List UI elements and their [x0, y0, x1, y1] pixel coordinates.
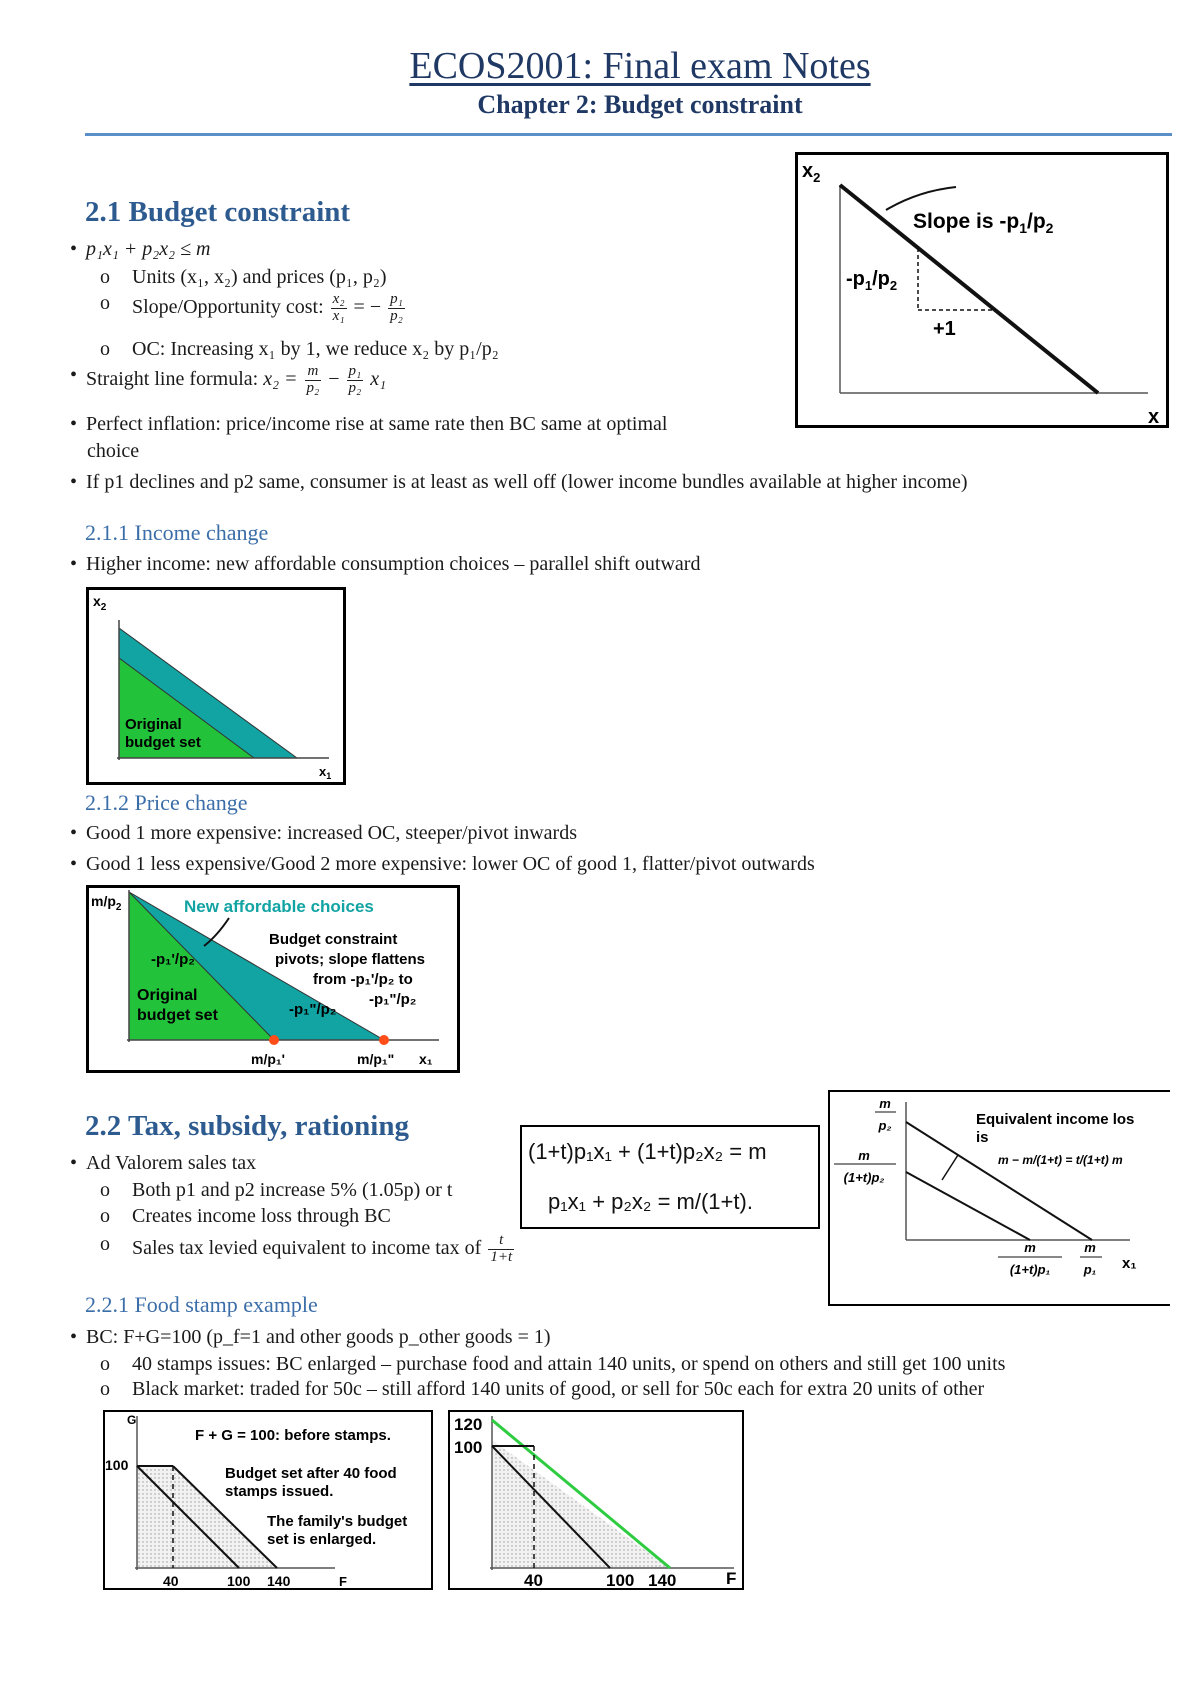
- fig3-x-label: x₁: [419, 1051, 433, 1067]
- tax-equation-box: [520, 1125, 820, 1229]
- fig1-slope-text: Slope is $-p_1/p_2$: [913, 210, 1054, 236]
- figure-income-change: [86, 587, 346, 785]
- sub-tax-1: [100, 1179, 452, 1202]
- bullet-bc-formula: [72, 238, 210, 261]
- slope-eq: = −: [353, 295, 382, 318]
- fig2-region-label-2: budget set: [125, 734, 201, 751]
- income-text: Higher income: new affordable consumption choices – parallel shift outward: [86, 553, 701, 575]
- fig5-note-3: stamps issued.: [225, 1483, 334, 1500]
- page-title: ECOS2001: Final exam Notes: [409, 45, 871, 87]
- fig4-gap-marker: [942, 1155, 958, 1180]
- fig6-region: [492, 1440, 670, 1568]
- fig3-pivot-2: pivots; slope flattens: [275, 951, 426, 968]
- p1-decline-text: If p1 declines and p2 same, consumer is at least as well off (lower income bundles available at higher income): [86, 471, 968, 493]
- fig3-new-choices: New affordable choices: [184, 897, 374, 916]
- bullet-price-1: [72, 822, 577, 845]
- tax-frac: $\frac{t}{1+t}$: [490, 1232, 513, 1265]
- fig3-slope-new: -p₁"/p₂: [289, 1001, 337, 1018]
- bullet-straight-line: [72, 364, 386, 397]
- bullet-inflation: [72, 413, 667, 436]
- section-2-1-2-heading: 2.1.2 Price change: [85, 790, 248, 815]
- inflation-line-1: Perfect inflation: price/income rise at same rate then BC same at optimal: [86, 413, 668, 435]
- tax-text-2: Creates income loss through BC: [132, 1205, 391, 1227]
- fig4-title-1: Equivalent income los: [976, 1111, 1135, 1128]
- fig6-y-tick-100: 100: [454, 1438, 483, 1457]
- figure-budget-line: [795, 152, 1169, 428]
- fig5-y-label: G: [127, 1413, 137, 1427]
- units-text: Units (x₁, x₂) and prices (p₁, p₂): [132, 266, 387, 288]
- fig5-note-5: set is enlarged.: [267, 1531, 377, 1548]
- fig4-loss-expr: m − m/(1+t) = t/(1+t) m: [998, 1153, 1123, 1167]
- fig3-old-intercept: [269, 1035, 279, 1045]
- tax-text-3: Sales tax levied equivalent to income tax of: [132, 1236, 482, 1259]
- bullet-income: [72, 553, 700, 576]
- sub-oc: [100, 338, 499, 361]
- fig3-new-intercept: [379, 1035, 389, 1045]
- fig5-x-tick-100: 100: [227, 1573, 251, 1588]
- slope-frac-left: $\frac{\text{x₂}}{\text{x₁}}$: [332, 291, 345, 324]
- fig6-x-tick-100: 100: [606, 1571, 635, 1588]
- sub-slope: [100, 292, 407, 325]
- fig6-x-label: F: [726, 1569, 737, 1588]
- fig4-y-top-num: m: [879, 1096, 891, 1111]
- sub-units: [100, 266, 387, 289]
- fig1-arrow: [886, 187, 956, 210]
- fig4-title-2: is: [976, 1129, 989, 1146]
- fig5-x-tick-40: 40: [163, 1573, 179, 1588]
- fig4-x-label: x₁: [1122, 1255, 1137, 1272]
- fig3-arrow: [204, 918, 229, 946]
- tax-eq-line-2: p₁x₁ + p₂x₂ = m/(1+t).: [548, 1189, 753, 1214]
- fig4-y-low-den: (1+t)p₂: [843, 1170, 885, 1185]
- bullet-food-stamp: [72, 1326, 551, 1349]
- sub-tax-3: [100, 1233, 516, 1266]
- figure-food-stamps-a: [103, 1410, 433, 1590]
- straight-lhs: x₂ =: [263, 367, 298, 390]
- straight-frac-2: $\frac{\text{p₁}}{\text{p₂}}$: [348, 363, 362, 396]
- fig4-y-low-num: m: [858, 1148, 870, 1163]
- figure-income-loss: [828, 1090, 1170, 1306]
- chapter-subtitle: Chapter 2: Budget constraint: [477, 90, 803, 119]
- straight-label: Straight line formula:: [86, 367, 259, 390]
- figure-price-svg: [89, 888, 457, 1070]
- fig2-region-label-1: Original: [125, 716, 182, 733]
- fig3-x-new: m/p₁": [357, 1051, 395, 1067]
- fig4-x-low-den: (1+t)p₁: [1009, 1262, 1051, 1277]
- fig5-note-1: F + G = 100: before stamps.: [195, 1427, 391, 1444]
- section-2-2-heading: 2.2 Tax, subsidy, rationing: [85, 1110, 409, 1142]
- figure-price-change: [86, 885, 460, 1073]
- fig3-pivot-1: Budget constraint: [269, 931, 398, 948]
- fig3-y-label: $m/p_2$: [91, 893, 122, 913]
- figure-food-b-svg: [450, 1412, 742, 1588]
- fig4-y-top-den: p₂: [878, 1118, 892, 1133]
- straight-minus: −: [328, 367, 340, 390]
- sub-stamps-2: [100, 1378, 984, 1401]
- fig5-x-tick-140: 140: [267, 1573, 291, 1588]
- tax-text-1: Both p1 and p2 increase 5% (1.05p) or t: [132, 1179, 453, 1201]
- fig1-neg-slope: $-p_1/p_2$: [846, 268, 898, 293]
- price-text-2: Good 1 less expensive/Good 2 more expensive: lower OC of good 1, flatter/pivot outwards: [86, 853, 815, 875]
- fig1-plus-one: +1: [933, 318, 956, 340]
- slope-frac-right: $\frac{\text{p₁}}{\text{p₂}}$: [390, 291, 403, 324]
- bc-formula: p₁x₁ + p₂x₂ ≤ m: [86, 238, 211, 260]
- fig4-x-low-num: m: [1024, 1240, 1036, 1255]
- fig3-pivot-4: -p₁"/p₂: [369, 991, 417, 1008]
- figure-food-stamps-b: [448, 1410, 744, 1590]
- figure-budget-line-svg: [798, 155, 1166, 425]
- fig4-taxed-line: [906, 1172, 1030, 1240]
- section-2-2-1-heading: 2.2.1 Food stamp example: [85, 1292, 318, 1317]
- oc-text: OC: Increasing x₁ by 1, we reduce x₂ by p₁/p₂: [132, 338, 499, 360]
- fig2-x-label: $x_1$: [319, 764, 332, 781]
- fig5-note-4: The family's budget: [267, 1513, 408, 1530]
- inflation-line-2: choice: [87, 440, 140, 462]
- fig3-orig-2: budget set: [137, 1007, 218, 1024]
- fig1-y-label: $x_2$: [802, 160, 821, 185]
- fig4-x-top-num: m: [1084, 1240, 1096, 1255]
- fig3-pivot-3: from -p₁'/p₂ to: [313, 971, 413, 988]
- fig6-y-tick-120: 120: [454, 1415, 483, 1434]
- fig5-y-tick: 100: [105, 1457, 129, 1473]
- section-2-1-heading: 2.1 Budget constraint: [85, 196, 351, 228]
- straight-frac-1: $\frac{m}{\text{p₂}}$: [306, 363, 320, 396]
- price-text-1: Good 1 more expensive: increased OC, steeper/pivot inwards: [86, 822, 577, 844]
- fig3-slope-old: -p₁'/p₂: [151, 951, 195, 968]
- sales-tax-text: Ad Valorem sales tax: [86, 1152, 257, 1174]
- fig6-x-tick-40: 40: [524, 1571, 543, 1588]
- straight-x: x₁: [370, 367, 387, 390]
- slope-label: Slope/Opportunity cost:: [132, 295, 324, 318]
- sub-tax-2: [100, 1205, 391, 1228]
- food-stamp-text: BC: F+G=100 (p_f=1 and other goods p_other goods = 1): [86, 1326, 551, 1348]
- stamps-text-2: Black market: traded for 50c – still afford 140 units of good, or sell for 50c each for extra 20 units of other: [132, 1378, 985, 1400]
- fig5-x-label: F: [339, 1574, 347, 1588]
- fig1-x-label: x: [1148, 406, 1160, 425]
- bullet-p1-decline: [72, 471, 968, 494]
- figure-income-loss-svg: [830, 1092, 1170, 1304]
- stamps-text-1: 40 stamps issues: BC enlarged – purchase food and attain 140 units, or spend on others and still get 100 units: [132, 1353, 1006, 1375]
- fig4-x-top-den: p₁: [1083, 1262, 1097, 1277]
- figure-food-a-svg: [105, 1412, 431, 1588]
- section-2-1-1-heading: 2.1.1 Income change: [85, 520, 269, 545]
- fig5-note-2: Budget set after 40 food: [225, 1465, 397, 1482]
- fig3-x-old: m/p₁': [251, 1051, 286, 1067]
- figure-income-svg: [89, 590, 343, 782]
- tax-eq-line-1: (1+t)p₁x₁ + (1+t)p₂x₂ = m: [528, 1139, 767, 1164]
- header-rule: [85, 133, 1172, 136]
- sub-stamps-1: [100, 1353, 1005, 1376]
- fig2-y-label: $x_2$: [93, 593, 107, 613]
- bullet-sales-tax: [72, 1152, 256, 1175]
- fig3-orig-1: Original: [137, 987, 198, 1004]
- bullet-price-2: [72, 853, 815, 876]
- fig6-x-tick-140: 140: [648, 1571, 677, 1588]
